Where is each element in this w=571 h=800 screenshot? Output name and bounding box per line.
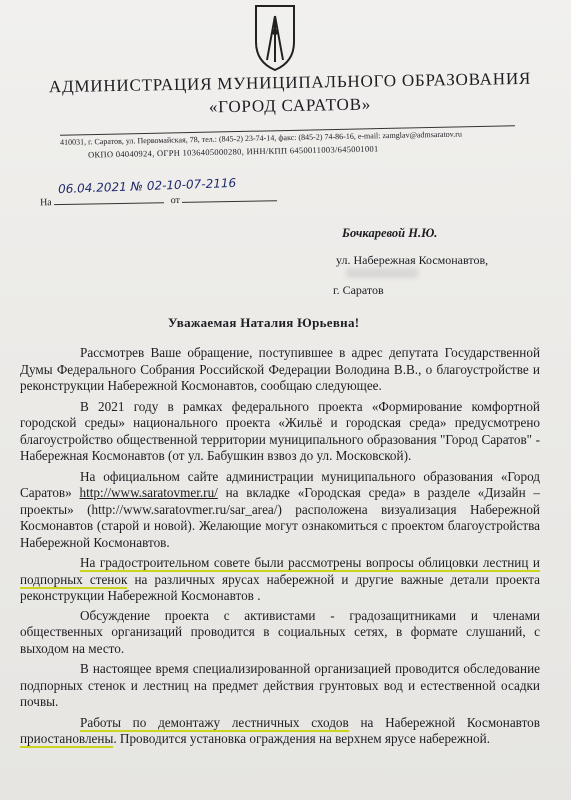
greeting: Уважаемая Наталия Юрьевна!	[168, 315, 360, 330]
paragraph-7: Работы по демонтажу лестничных сходов на Набережной Космонавтов приостановлены. Проводится установка ограждения на верхнем ярусе набережной.	[20, 714, 540, 746]
letter-body	[20, 345, 540, 752]
org-codes: ОКПО 04040924, ОГРН 1036405000280, ИНН/КПП 6450011003/645001001	[87, 143, 379, 160]
redacted-address	[346, 268, 418, 278]
org-title-line2: «ГОРОД САРАТОВ»	[208, 94, 372, 117]
paragraph-5: Обсуждение проекта с активистами - градозащитниками и членами общественных организаций проводится в социальных сетях, в формате слушаний, с выходом на место.	[20, 607, 540, 656]
org-address: 410031, г. Саратов, ул. Первомайская, 78, тел.: (845-2) 23-74-14, факс: (845-2) 74-86-16, e-mail: zamglav@admsaratov.ru	[59, 129, 463, 147]
from-label: от	[170, 194, 181, 207]
paragraph-2: В 2021 году в рамках федерального проекта «Формирование комфортной городской среды» национального проекта «Жильё и городская среда» предусмотрено благоустройство общественной территории муниципального образования "Город Саратов" - Набережная Космонавтов (от ул. Бабушкин взвоз до ул. Московской).	[20, 398, 540, 463]
recipient-name: Бочкаревой Н.Ю.	[342, 226, 438, 240]
highlighted-text: На градостроительном совете были рассмотрены вопросы облицовки лестниц и подпорных стенок	[20, 555, 540, 587]
handwritten-date-number: 06.04.2021 № 02-10-07-2116	[57, 175, 237, 197]
paragraph-4: На градостроительном совете были рассмотрены вопросы облицовки лестниц и подпорных стенок на различных ярусах набережной и другие важные детали проекта реконструкции Набережной Космонавтов .	[20, 555, 540, 603]
org-title-line1: АДМИНИСТРАЦИЯ МУНИЦИПАЛЬНОГО ОБРАЗОВАНИЯ	[48, 68, 532, 97]
city-emblem-icon	[250, 2, 300, 72]
on-label: На	[39, 197, 52, 209]
paragraph-6: В настоящее время специализированной организацией проводится обследование подпорных стенок и лестниц на предмет действия грунтовых вод и естественной осадки почвы.	[20, 661, 540, 709]
highlighted-text: Работы по демонтажу лестничных сходов	[80, 714, 349, 730]
paragraph-3: На официальном сайте администрации муниципального образования «Город Саратов» http://www.saratovmer.ru/ на вкладке «Городская среда» в разделе «Дизайн – проекты» (http://www.saratovmer.ru/sar_area/) расположена визуализация Набережной Космонавтов (старой и новой). Желающие могут ознакомиться с проектом благоустройства Набережной Космонавтов.	[20, 468, 540, 550]
recipient-city: г. Саратов	[333, 283, 384, 297]
paragraph-1: Рассмотрев Ваше обращение, поступившее в адрес депутата Государственной Думы Федерального Собрания Российской Федерации Володина В.В., о благоустройстве и реконструкции Набережной Космонавтов, сообщаю следующее.	[20, 345, 540, 393]
website-link[interactable]: http://www.saratovmer.ru/	[79, 485, 218, 500]
highlighted-text: приостановлены	[20, 731, 114, 746]
recipient-street: ул. Набережная Космонавтов,	[336, 253, 489, 267]
